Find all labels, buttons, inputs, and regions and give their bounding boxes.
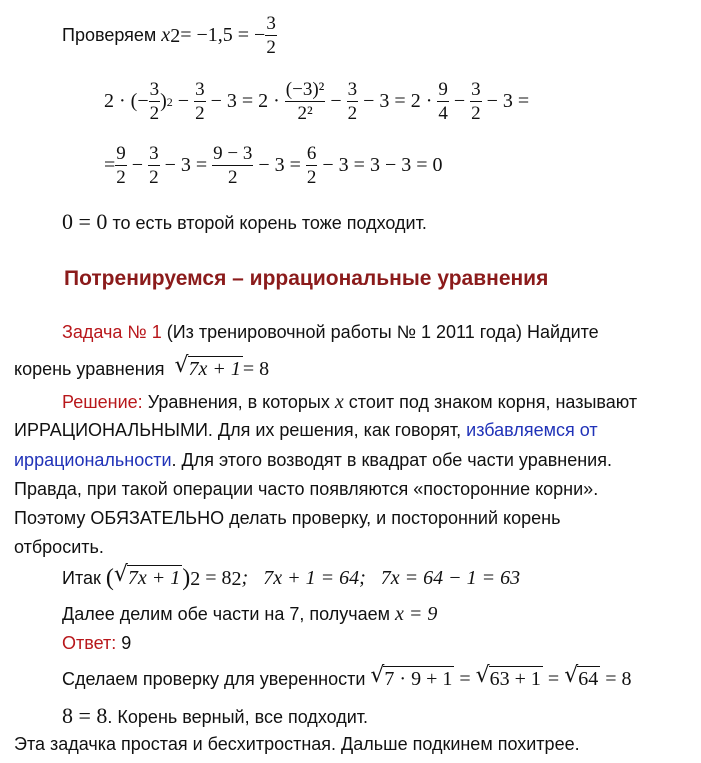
final-line: Эта задачка простая и бесхитростная. Дальше подкинем похитрее. <box>14 734 580 754</box>
itak-line: Итак ( √ 7x + 1 ) 2 = 8 2 ; 7x + 1 = 64; 7x = 64 − 1 = 63 <box>62 562 521 591</box>
conclusion-1-math: 0 = 0 <box>62 209 108 234</box>
divide-line: Далее делим обе части на 7, получаем x = 9 <box>62 603 438 625</box>
check-label: Проверяем <box>62 25 157 45</box>
section-title: Потренируемся – иррациональные уравнения <box>64 267 549 290</box>
check-x: x <box>161 24 171 46</box>
check-fraction: $\frac{3}{2}$ <box>266 13 276 58</box>
check-line: Проверяем x 2 = −1,5 = − $\frac{3}{2}$ <box>62 13 276 58</box>
task-text: (Из тренировочной работы № 1 2011 года) Найдите <box>166 322 599 342</box>
task-line-1 <box>62 322 599 343</box>
answer-value: 9 <box>121 633 132 653</box>
answer-line <box>62 633 131 654</box>
task-sqrt: √ 7x + 1 <box>174 353 241 380</box>
solution-line-4: Правда, при такой операции часто появляются «посторонние корни». <box>14 479 599 499</box>
solution-line-2: ИРРАЦИОНАЛЬНЫМИ. Для их решения, как говорят, избавляемся от <box>14 420 598 440</box>
task-line-2: корень уравнения √ 7x + 1 = 8 <box>14 353 270 380</box>
link-irrationality[interactable]: иррациональности <box>14 450 172 470</box>
solution-label: Решение: <box>62 392 143 412</box>
verify-line: Сделаем проверку для уверенности √ 7 · 9 + 1 = √ 63 + 1 = √ 64 = 8 <box>62 663 632 690</box>
link-izbavlyaemsya[interactable]: избавляемся от <box>466 420 598 440</box>
answer-label: Ответ: <box>62 633 117 653</box>
conclusion-1 <box>62 209 427 235</box>
task-label: Задача № 1 <box>62 322 162 342</box>
conclusion-2: 8 = 8. Корень верный, все подходит. <box>62 703 369 728</box>
calc-line-1: 2 · (− $\frac{3}{2}$ ) 2 − $\frac{3}{2}$ − 3 = 2 · $\frac{\text{(−3)²}}{\text{2²}}$ − $\frac{3}{2}$ − 3 = 2 · $\frac{9}{4}$ − $\frac{3}{2}$ − 3 = <box>104 79 530 124</box>
solution-line-6: отбросить. <box>14 537 104 557</box>
check-eq: = −1,5 = − <box>180 24 266 46</box>
calc-line-2: = $\frac{9}{2}$ − $\frac{3}{2}$ − 3 = $\frac{9 - 3}{2}$ − 3 = $\frac{6}{2}$ − 3 = 3 − 3 = 0 <box>104 143 443 188</box>
solution-line-1: Решение: Уравнения, в которых x стоит под знаком корня, называют <box>62 391 638 413</box>
solution-line-3: иррациональности. Для этого возводят в квадрат обе части уравнения. <box>14 450 612 470</box>
solution-line-5: Поэтому ОБЯЗАТЕЛЬНО делать проверку, и посторонний корень <box>14 508 561 528</box>
conclusion-1-text: то есть второй корень тоже подходит. <box>112 213 427 233</box>
